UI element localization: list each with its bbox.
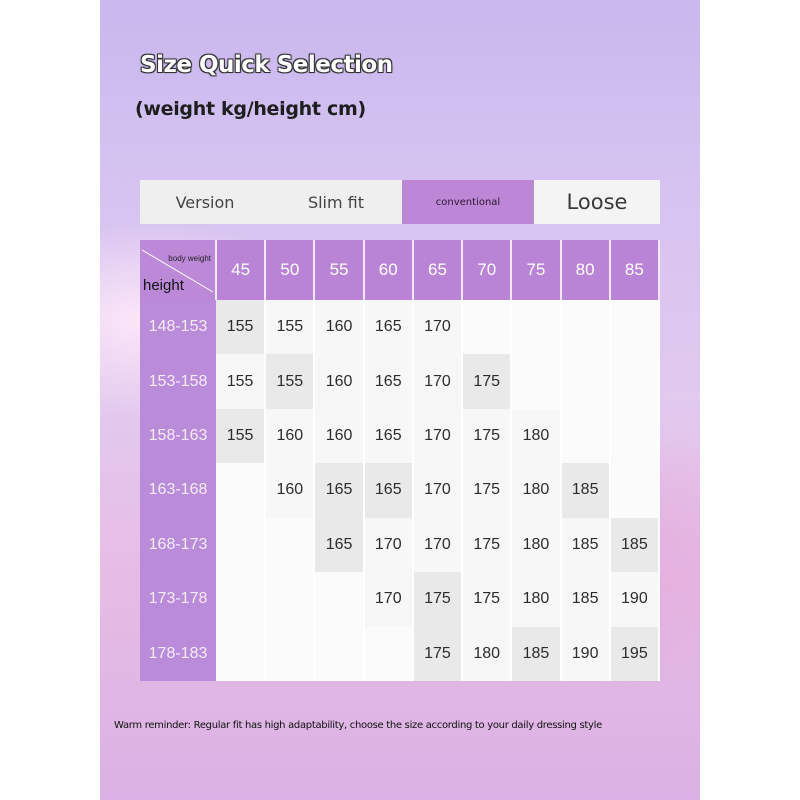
- size-cell: 165: [364, 300, 413, 354]
- size-cell: [364, 627, 413, 681]
- size-cell: [314, 627, 363, 681]
- size-cell: 180: [462, 627, 511, 681]
- size-cell: 155: [265, 354, 314, 408]
- height-range-cell: 168-173: [140, 518, 216, 572]
- size-cell: 165: [314, 463, 363, 517]
- size-cell: [511, 354, 560, 408]
- size-cell: [265, 627, 314, 681]
- weight-header-cell: 55: [314, 240, 363, 300]
- size-cell: 165: [364, 354, 413, 408]
- table-row: [140, 572, 659, 626]
- size-cell: 170: [413, 409, 462, 463]
- corner-height-label: height: [143, 277, 184, 294]
- table-row: [140, 518, 659, 572]
- height-range-cell: 153-158: [140, 354, 216, 408]
- fit-option-conventional[interactable]: conventional: [402, 180, 534, 224]
- size-cell: [216, 518, 265, 572]
- size-cell: 185: [610, 518, 659, 572]
- size-cell: [610, 463, 659, 517]
- size-table: [140, 240, 660, 681]
- size-cell: 170: [413, 300, 462, 354]
- weight-header-cell: 45: [216, 240, 265, 300]
- size-cell: 165: [364, 409, 413, 463]
- size-cell: [265, 572, 314, 626]
- weight-header-cell: 80: [561, 240, 610, 300]
- size-cell: 170: [413, 518, 462, 572]
- size-cell: 160: [314, 409, 363, 463]
- size-cell: 175: [462, 518, 511, 572]
- weight-header-cell: 85: [610, 240, 659, 300]
- height-range-cell: 173-178: [140, 572, 216, 626]
- size-cell: 180: [511, 409, 560, 463]
- size-cell: [265, 518, 314, 572]
- size-cell: [462, 300, 511, 354]
- size-cell: [610, 300, 659, 354]
- size-cell: [216, 572, 265, 626]
- table-row: [140, 300, 659, 354]
- table-row: [140, 409, 659, 463]
- weight-header-row: [140, 240, 659, 300]
- size-cell: 190: [561, 627, 610, 681]
- weight-header-cell: 50: [265, 240, 314, 300]
- table-row: [140, 354, 659, 408]
- size-cell: 175: [462, 463, 511, 517]
- warm-reminder-note: Warm reminder: Regular fit has high adaptability, choose the size according to your daily dressing style: [114, 720, 602, 731]
- fit-option-slim[interactable]: Slim fit: [307, 192, 365, 212]
- size-cell: 175: [413, 627, 462, 681]
- weight-header-cell: 75: [511, 240, 560, 300]
- size-cell: 185: [561, 518, 610, 572]
- page-title: Size Quick Selection: [140, 52, 393, 78]
- size-cell: [216, 627, 265, 681]
- size-cell: 170: [364, 572, 413, 626]
- size-cell: 155: [265, 300, 314, 354]
- size-cell: 170: [413, 354, 462, 408]
- table-row: [140, 627, 659, 681]
- height-range-cell: 178-183: [140, 627, 216, 681]
- size-cell: 170: [364, 518, 413, 572]
- size-chart-poster: [100, 0, 700, 800]
- size-cell: 155: [216, 354, 265, 408]
- size-table-body: [140, 300, 659, 681]
- weight-header-cell: 60: [364, 240, 413, 300]
- size-cell: 175: [462, 354, 511, 408]
- size-cell: [561, 354, 610, 408]
- size-cell: 175: [462, 409, 511, 463]
- size-cell: 155: [216, 409, 265, 463]
- size-cell: [314, 572, 363, 626]
- fit-selector: [140, 180, 660, 224]
- size-cell: 160: [265, 463, 314, 517]
- size-cell: 165: [364, 463, 413, 517]
- table-corner-cell: [140, 240, 216, 300]
- height-range-cell: 163-168: [140, 463, 216, 517]
- size-cell: 185: [561, 572, 610, 626]
- height-range-cell: 158-163: [140, 409, 216, 463]
- size-cell: 185: [511, 627, 560, 681]
- size-cell: [561, 300, 610, 354]
- size-cell: 155: [216, 300, 265, 354]
- size-cell: [216, 463, 265, 517]
- page-subtitle: (weight kg/height cm): [135, 98, 366, 120]
- weight-header-cell: 65: [413, 240, 462, 300]
- size-cell: [610, 354, 659, 408]
- size-cell: 185: [561, 463, 610, 517]
- corner-weight-label: body weight: [168, 254, 211, 263]
- size-cell: [511, 300, 560, 354]
- size-cell: 175: [462, 572, 511, 626]
- size-cell: [610, 409, 659, 463]
- size-cell: 160: [314, 300, 363, 354]
- size-cell: 175: [413, 572, 462, 626]
- weight-header-cell: 70: [462, 240, 511, 300]
- size-cell: 170: [413, 463, 462, 517]
- size-cell: 190: [610, 572, 659, 626]
- size-cell: [561, 409, 610, 463]
- size-cell: 180: [511, 518, 560, 572]
- size-cell: 195: [610, 627, 659, 681]
- fit-version-label: Version: [175, 192, 235, 212]
- size-cell: 180: [511, 572, 560, 626]
- size-cell: 165: [314, 518, 363, 572]
- size-cell: 160: [314, 354, 363, 408]
- size-cell: 160: [265, 409, 314, 463]
- size-cell: 180: [511, 463, 560, 517]
- fit-option-loose[interactable]: Loose: [534, 180, 660, 224]
- table-row: [140, 463, 659, 517]
- height-range-cell: 148-153: [140, 300, 216, 354]
